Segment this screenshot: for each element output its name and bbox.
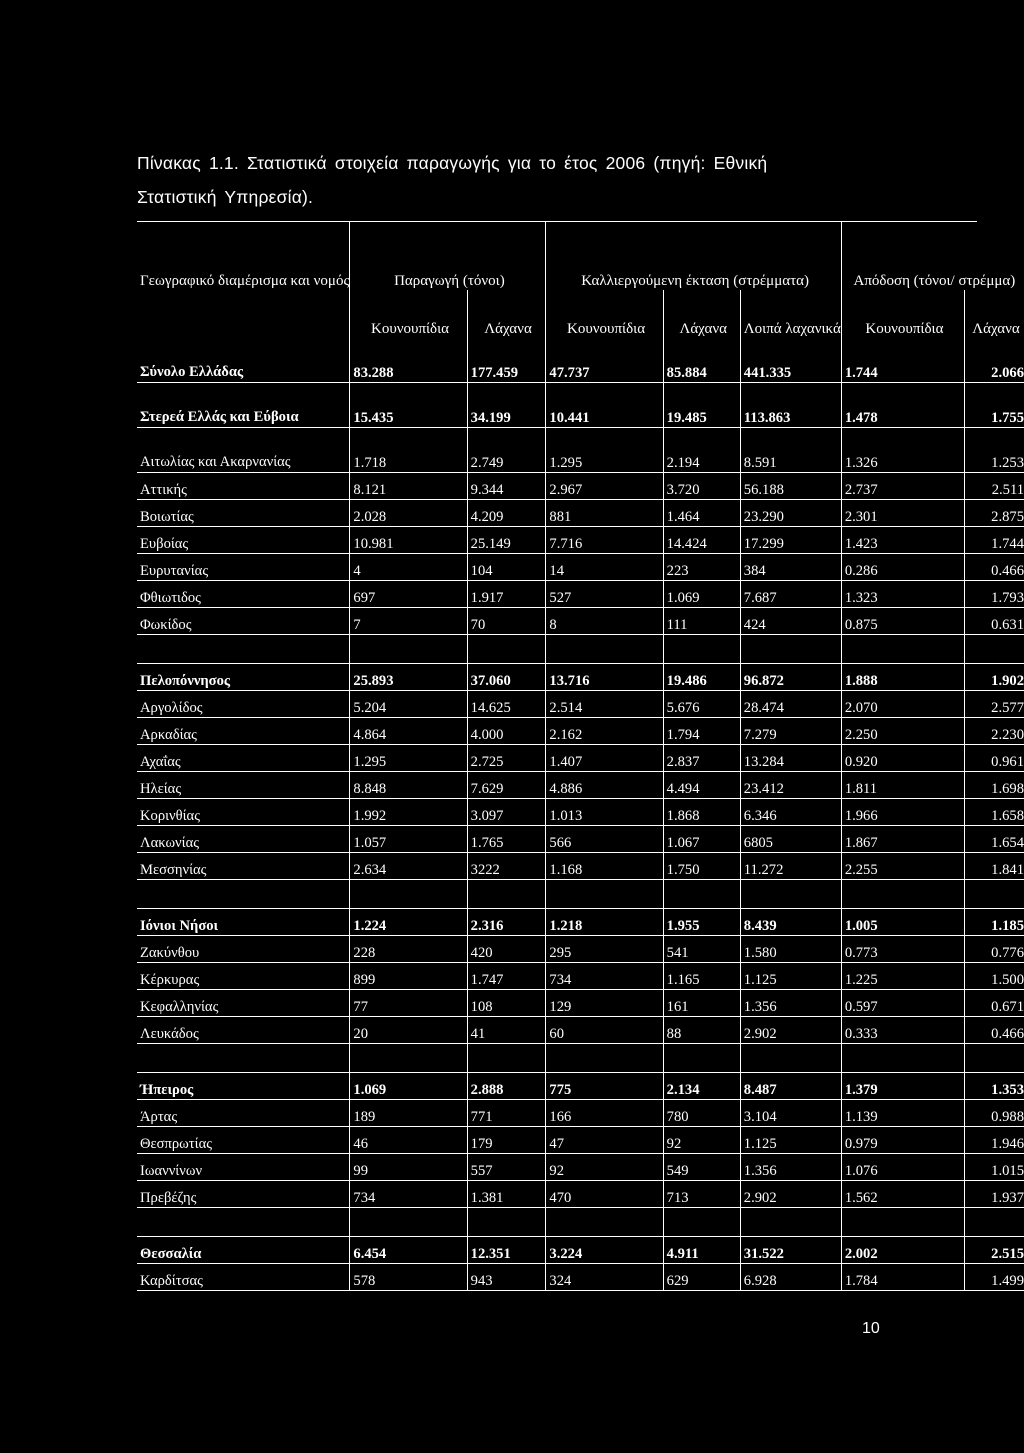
table-row (137, 1127, 1024, 1154)
row-value: 1.750 (663, 853, 740, 880)
row-value: 3.104 (740, 1100, 841, 1127)
row-value: 0.776 (965, 936, 1024, 963)
row-value: 2.902 (740, 1181, 841, 1208)
row-value: 1.966 (841, 799, 964, 826)
row-value: 1.765 (467, 826, 546, 853)
row-value: 2.070 (841, 691, 964, 718)
row-value: 1.165 (663, 963, 740, 990)
row-value: 1.992 (350, 799, 467, 826)
row-value: 2.066 (965, 338, 1024, 383)
row-value: 0.333 (841, 1017, 964, 1044)
table-row (137, 1017, 1024, 1044)
table-row (137, 428, 1024, 473)
table-row (137, 473, 1024, 500)
row-value: 4 (350, 554, 467, 581)
row-value: 8.439 (740, 909, 841, 936)
row-label: Φωκίδος (137, 608, 350, 635)
table-row (137, 527, 1024, 554)
row-label: Λευκάδος (137, 1017, 350, 1044)
row-value: 2.737 (841, 473, 964, 500)
row-value: 2.577 (965, 691, 1024, 718)
header-sub-5: Λοιπά λαχανικά (740, 290, 841, 338)
row-value: 34.199 (467, 383, 546, 428)
row-value: 0.773 (841, 936, 964, 963)
row-value: 7.716 (546, 527, 663, 554)
table-row (137, 799, 1024, 826)
row-label: Ευρυτανίας (137, 554, 350, 581)
row-value: 1.057 (350, 826, 467, 853)
table-row (137, 664, 1024, 691)
row-value: 14.424 (663, 527, 740, 554)
row-label: Καρδίτσας (137, 1264, 350, 1291)
row-value: 1.868 (663, 799, 740, 826)
row-value: 566 (546, 826, 663, 853)
row-label: Ιόνιοι Νήσοι (137, 909, 350, 936)
spacer-row (137, 1044, 1024, 1073)
row-value: 228 (350, 936, 467, 963)
table-row (137, 853, 1024, 880)
page-number: 10 (862, 1320, 880, 1337)
row-label: Άρτας (137, 1100, 350, 1127)
table-row (137, 608, 1024, 635)
row-value: 0.979 (841, 1127, 964, 1154)
row-value: 13.716 (546, 664, 663, 691)
table-row (137, 1264, 1024, 1291)
header-row-groups (137, 222, 1024, 290)
row-value: 697 (350, 581, 467, 608)
row-value: 2.634 (350, 853, 467, 880)
header-sub-3: Κουνουπίδια (546, 290, 663, 338)
row-label: Αχαΐας (137, 745, 350, 772)
row-label: Θεσσαλία (137, 1237, 350, 1264)
row-value: 2.028 (350, 500, 467, 527)
table-row (137, 1154, 1024, 1181)
row-value: 771 (467, 1100, 546, 1127)
row-label: Ζακύνθου (137, 936, 350, 963)
table-row (137, 718, 1024, 745)
row-value: 3.224 (546, 1237, 663, 1264)
row-label: Αρκαδίας (137, 718, 350, 745)
row-value: 384 (740, 554, 841, 581)
spacer-row (137, 635, 1024, 664)
row-value: 775 (546, 1073, 663, 1100)
table-row (137, 1237, 1024, 1264)
row-value: 1.015 (965, 1154, 1024, 1181)
row-value: 37.060 (467, 664, 546, 691)
table-row (137, 338, 1024, 383)
spacer-row (137, 880, 1024, 909)
row-value: 14.625 (467, 691, 546, 718)
row-value: 420 (467, 936, 546, 963)
row-value: 3.720 (663, 473, 740, 500)
row-label: Ηλείας (137, 772, 350, 799)
row-label: Βοιωτίας (137, 500, 350, 527)
row-value: 1.888 (841, 664, 964, 691)
row-value: 77 (350, 990, 467, 1017)
row-value: 8.848 (350, 772, 467, 799)
table-row (137, 581, 1024, 608)
header-sub-2: Λάχανα (467, 290, 546, 338)
row-value: 41 (467, 1017, 546, 1044)
row-value: 9.344 (467, 473, 546, 500)
row-value: 713 (663, 1181, 740, 1208)
row-value: 2.230 (965, 718, 1024, 745)
row-value: 4.494 (663, 772, 740, 799)
header-area: Καλλιεργούμενη έκταση (στρέμματα) (546, 222, 841, 290)
row-value: 424 (740, 608, 841, 635)
row-value: 189 (350, 1100, 467, 1127)
row-value: 1.580 (740, 936, 841, 963)
row-value: 25.893 (350, 664, 467, 691)
row-value: 10.441 (546, 383, 663, 428)
row-value: 11.272 (740, 853, 841, 880)
row-value: 470 (546, 1181, 663, 1208)
row-value: 166 (546, 1100, 663, 1127)
row-value: 0.671 (965, 990, 1024, 1017)
row-value: 1.225 (841, 963, 964, 990)
table-row (137, 745, 1024, 772)
header-row-crops (137, 290, 1024, 338)
row-value: 23.290 (740, 500, 841, 527)
row-value: 7.279 (740, 718, 841, 745)
row-value: 113.863 (740, 383, 841, 428)
row-value: 4.864 (350, 718, 467, 745)
table-body (137, 338, 1024, 1291)
row-value: 780 (663, 1100, 740, 1127)
row-value: 1.005 (841, 909, 964, 936)
row-value: 129 (546, 990, 663, 1017)
row-value: 14 (546, 554, 663, 581)
row-value: 177.459 (467, 338, 546, 383)
row-value: 104 (467, 554, 546, 581)
row-label: Λακωνίας (137, 826, 350, 853)
row-value: 0.875 (841, 608, 964, 635)
row-value: 1.794 (663, 718, 740, 745)
row-value: 8.121 (350, 473, 467, 500)
row-value: 734 (350, 1181, 467, 1208)
row-value: 1.069 (350, 1073, 467, 1100)
row-value: 2.255 (841, 853, 964, 880)
row-value: 1.499 (965, 1264, 1024, 1291)
row-value: 13.284 (740, 745, 841, 772)
row-value: 19.485 (663, 383, 740, 428)
row-value: 70 (467, 608, 546, 635)
table-row (137, 1100, 1024, 1127)
row-value: 295 (546, 936, 663, 963)
table-row (137, 772, 1024, 799)
row-value: 541 (663, 936, 740, 963)
row-value: 441.335 (740, 338, 841, 383)
row-value: 47 (546, 1127, 663, 1154)
row-value: 4.886 (546, 772, 663, 799)
row-value: 1.811 (841, 772, 964, 799)
table-row (137, 826, 1024, 853)
row-value: 2.749 (467, 428, 546, 473)
row-value: 108 (467, 990, 546, 1017)
row-value: 629 (663, 1264, 740, 1291)
row-value: 0.920 (841, 745, 964, 772)
row-value: 1.867 (841, 826, 964, 853)
row-value: 31.522 (740, 1237, 841, 1264)
table-row (137, 1181, 1024, 1208)
row-value: 1.902 (965, 664, 1024, 691)
row-value: 2.514 (546, 691, 663, 718)
row-label: Κεφαλληνίας (137, 990, 350, 1017)
header-yield: Απόδοση (τόνοι/ στρέμμα) (841, 222, 1024, 290)
row-value: 83.288 (350, 338, 467, 383)
row-value: 324 (546, 1264, 663, 1291)
row-label: Κέρκυρας (137, 963, 350, 990)
row-value: 1.747 (467, 963, 546, 990)
row-value: 92 (546, 1154, 663, 1181)
row-value: 28.474 (740, 691, 841, 718)
row-value: 2.002 (841, 1237, 964, 1264)
statistics-table (137, 222, 1024, 1291)
row-value: 549 (663, 1154, 740, 1181)
row-value: 2.162 (546, 718, 663, 745)
header-production: Παραγωγή (τόνοι) (350, 222, 546, 290)
row-label: Πρεβέζης (137, 1181, 350, 1208)
row-value: 3.097 (467, 799, 546, 826)
row-value: 0.988 (965, 1100, 1024, 1127)
header-sub-6: Κουνουπίδια (841, 290, 964, 338)
row-value: 1.562 (841, 1181, 964, 1208)
header-sub-7: Λάχανα (965, 290, 1024, 338)
row-value: 111 (663, 608, 740, 635)
table-row (137, 909, 1024, 936)
row-value: 1.946 (965, 1127, 1024, 1154)
table-row (137, 554, 1024, 581)
row-value: 1.841 (965, 853, 1024, 880)
row-value: 85.884 (663, 338, 740, 383)
row-value: 223 (663, 554, 740, 581)
row-value: 2.134 (663, 1073, 740, 1100)
row-value: 179 (467, 1127, 546, 1154)
row-value: 4.209 (467, 500, 546, 527)
row-value: 2.250 (841, 718, 964, 745)
row-value: 1.500 (965, 963, 1024, 990)
header-region: Γεωγραφικό διαμέρισμα και νομός (140, 273, 350, 289)
row-value: 2.725 (467, 745, 546, 772)
row-value: 92 (663, 1127, 740, 1154)
row-value: 1.168 (546, 853, 663, 880)
row-value: 0.286 (841, 554, 964, 581)
row-value: 943 (467, 1264, 546, 1291)
row-value: 6.928 (740, 1264, 841, 1291)
row-value: 1.793 (965, 581, 1024, 608)
row-value: 1.326 (841, 428, 964, 473)
row-value: 1.067 (663, 826, 740, 853)
header-sub-1: Κουνουπίδια (350, 290, 467, 338)
row-value: 0.597 (841, 990, 964, 1017)
row-value: 1.381 (467, 1181, 546, 1208)
row-value: 1.125 (740, 963, 841, 990)
row-value: 6805 (740, 826, 841, 853)
row-label: Στερεά Ελλάς και Εύβοια (137, 383, 350, 428)
caption-line-1: Πίνακας 1.1. Στατιστικά στοιχεία παραγωγής για το έτος 2006 (πηγή: Εθνική (137, 153, 768, 173)
row-value: 17.299 (740, 527, 841, 554)
row-value: 1.718 (350, 428, 467, 473)
row-value: 1.478 (841, 383, 964, 428)
row-value: 899 (350, 963, 467, 990)
row-value: 1.295 (350, 745, 467, 772)
row-label: Πελοπόννησος (137, 664, 350, 691)
row-label: Κορινθίας (137, 799, 350, 826)
row-value: 2.902 (740, 1017, 841, 1044)
row-value: 0.631 (965, 608, 1024, 635)
row-value: 7 (350, 608, 467, 635)
table-row (137, 990, 1024, 1017)
row-value: 56.188 (740, 473, 841, 500)
row-value: 161 (663, 990, 740, 1017)
row-value: 8.487 (740, 1073, 841, 1100)
row-value: 1.744 (965, 527, 1024, 554)
row-label: Ευβοίας (137, 527, 350, 554)
table-row (137, 691, 1024, 718)
row-value: 0.466 (965, 554, 1024, 581)
row-label: Ιωαννίνων (137, 1154, 350, 1181)
row-value: 1.185 (965, 909, 1024, 936)
table-row (137, 500, 1024, 527)
row-value: 47.737 (546, 338, 663, 383)
row-value: 4.000 (467, 718, 546, 745)
row-value: 1.423 (841, 527, 964, 554)
row-value: 2.837 (663, 745, 740, 772)
row-value: 1.356 (740, 1154, 841, 1181)
row-value: 99 (350, 1154, 467, 1181)
row-value: 2.511 (965, 473, 1024, 500)
row-value: 4.911 (663, 1237, 740, 1264)
row-value: 15.435 (350, 383, 467, 428)
row-value: 60 (546, 1017, 663, 1044)
row-value: 3222 (467, 853, 546, 880)
row-value: 1.755 (965, 383, 1024, 428)
row-value: 1.955 (663, 909, 740, 936)
row-label: Θεσπρωτίας (137, 1127, 350, 1154)
row-label: Φθιωτιδος (137, 581, 350, 608)
row-value: 1.069 (663, 581, 740, 608)
row-value: 1.224 (350, 909, 467, 936)
row-value: 1.379 (841, 1073, 964, 1100)
row-label: Μεσσηνίας (137, 853, 350, 880)
row-label: Αιτωλίας και Ακαρνανίας (137, 428, 350, 473)
row-value: 2.967 (546, 473, 663, 500)
row-value: 2.875 (965, 500, 1024, 527)
row-value: 19.486 (663, 664, 740, 691)
row-value: 12.351 (467, 1237, 546, 1264)
row-value: 1.125 (740, 1127, 841, 1154)
row-value: 1.784 (841, 1264, 964, 1291)
row-value: 2.316 (467, 909, 546, 936)
spacer-row (137, 1208, 1024, 1237)
row-value: 527 (546, 581, 663, 608)
row-value: 1.917 (467, 581, 546, 608)
row-value: 1.937 (965, 1181, 1024, 1208)
row-value: 20 (350, 1017, 467, 1044)
row-value: 2.301 (841, 500, 964, 527)
row-value: 6.346 (740, 799, 841, 826)
row-value: 2.194 (663, 428, 740, 473)
row-value: 5.204 (350, 691, 467, 718)
row-value: 5.676 (663, 691, 740, 718)
row-value: 734 (546, 963, 663, 990)
row-value: 1.295 (546, 428, 663, 473)
row-value: 7.629 (467, 772, 546, 799)
row-value: 1.076 (841, 1154, 964, 1181)
table-row (137, 383, 1024, 428)
row-value: 1.464 (663, 500, 740, 527)
row-value: 1.323 (841, 581, 964, 608)
row-value: 1.744 (841, 338, 964, 383)
caption-line-2: Στατιστική Υπηρεσία). (137, 187, 314, 207)
row-value: 8 (546, 608, 663, 635)
row-value: 1.013 (546, 799, 663, 826)
row-value: 10.981 (350, 527, 467, 554)
row-value: 881 (546, 500, 663, 527)
row-value: 557 (467, 1154, 546, 1181)
row-value: 1.654 (965, 826, 1024, 853)
header-sub-4: Λάχανα (663, 290, 740, 338)
row-label: Αργολίδος (137, 691, 350, 718)
row-value: 0.466 (965, 1017, 1024, 1044)
table-row (137, 936, 1024, 963)
row-value: 1.407 (546, 745, 663, 772)
row-value: 8.591 (740, 428, 841, 473)
row-label: Ήπειρος (137, 1073, 350, 1100)
row-value: 96.872 (740, 664, 841, 691)
row-value: 1.253 (965, 428, 1024, 473)
row-value: 1.658 (965, 799, 1024, 826)
row-value: 25.149 (467, 527, 546, 554)
row-value: 7.687 (740, 581, 841, 608)
row-value: 23.412 (740, 772, 841, 799)
row-value: 1.139 (841, 1100, 964, 1127)
row-value: 2.515 (965, 1237, 1024, 1264)
table-caption (137, 146, 957, 214)
row-value: 2.888 (467, 1073, 546, 1100)
row-value: 1.353 (965, 1073, 1024, 1100)
row-value: 88 (663, 1017, 740, 1044)
row-value: 1.698 (965, 772, 1024, 799)
row-value: 46 (350, 1127, 467, 1154)
row-value: 578 (350, 1264, 467, 1291)
row-value: 1.356 (740, 990, 841, 1017)
table-row (137, 963, 1024, 990)
row-label: Αττικής (137, 473, 350, 500)
row-label: Σύνολο Ελλάδας (137, 338, 350, 383)
row-value: 6.454 (350, 1237, 467, 1264)
row-value: 1.218 (546, 909, 663, 936)
table-row (137, 1073, 1024, 1100)
row-value: 0.961 (965, 745, 1024, 772)
